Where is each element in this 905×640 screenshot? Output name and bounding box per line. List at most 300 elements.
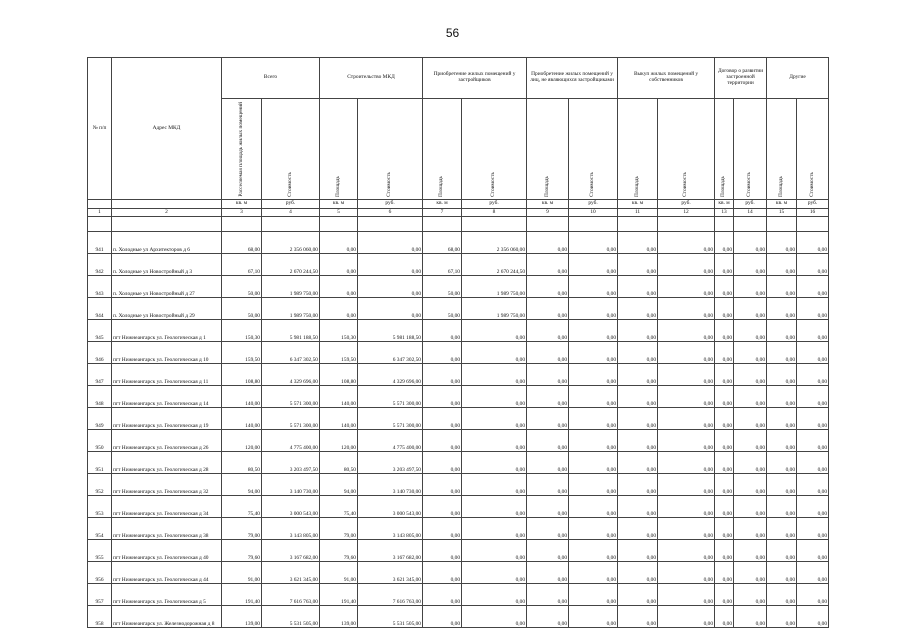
row-value: 0,00 xyxy=(618,298,658,320)
row-number: 949 xyxy=(88,408,112,430)
subheader-area: Площадь xyxy=(767,99,797,200)
row-value: 7 616 763,00 xyxy=(262,584,320,606)
row-value: 1 989 750,00 xyxy=(262,298,320,320)
row-value: 0,00 xyxy=(734,320,767,342)
row-value: 0,00 xyxy=(767,562,797,584)
row-value: 0,00 xyxy=(797,452,829,474)
row-value: 0,00 xyxy=(462,606,527,628)
row-value: 0,00 xyxy=(734,364,767,386)
row-value: 7 616 763,00 xyxy=(358,584,423,606)
row-value: 0,00 xyxy=(715,298,734,320)
row-value: 0,00 xyxy=(423,474,462,496)
spacer-cell xyxy=(618,217,658,232)
row-value: 0,00 xyxy=(797,518,829,540)
table-row xyxy=(88,518,829,540)
row-number: 954 xyxy=(88,518,112,540)
row-value: 3 000 543,00 xyxy=(358,496,423,518)
row-value: 0,00 xyxy=(569,540,618,562)
row-value: 3 203 497,50 xyxy=(262,452,320,474)
row-address: пгт Нижнеангарск ул. Геологическая д 32 xyxy=(112,474,222,496)
resettlement-table xyxy=(87,57,829,628)
subheader-cost: Стоимость xyxy=(658,99,715,200)
row-value: 0,00 xyxy=(658,584,715,606)
row-value: 0,00 xyxy=(715,342,734,364)
row-value: 0,00 xyxy=(618,540,658,562)
row-value: 0,00 xyxy=(658,254,715,276)
row-value: 0,00 xyxy=(423,320,462,342)
row-number: 947 xyxy=(88,364,112,386)
row-value: 0,00 xyxy=(715,518,734,540)
row-value: 0,00 xyxy=(767,584,797,606)
row-value: 0,00 xyxy=(569,232,618,254)
row-value: 0,00 xyxy=(715,496,734,518)
header-acq-developers: Приобретение жилых помещений у застройщиков xyxy=(423,58,527,99)
row-value: 0,00 xyxy=(462,364,527,386)
row-value: 0,00 xyxy=(715,540,734,562)
column-number: 11 xyxy=(618,209,658,217)
units-cell xyxy=(112,200,222,209)
table-row xyxy=(88,584,829,606)
row-value: 0,00 xyxy=(527,276,569,298)
row-value: 6 347 302,50 xyxy=(262,342,320,364)
row-value: 94,00 xyxy=(320,474,358,496)
row-value: 0,00 xyxy=(618,276,658,298)
row-address: пгт Нижнеангарск ул. Геологическая д 38 xyxy=(112,518,222,540)
subheader-resettled-area: Расселяемая площадь жилых помещений xyxy=(222,99,262,200)
row-value: 0,00 xyxy=(618,584,658,606)
row-value: 0,00 xyxy=(618,254,658,276)
row-address: пгт Нижнеангарск ул. Железнодорожная д 8 xyxy=(112,606,222,628)
row-value: 0,00 xyxy=(462,496,527,518)
row-value: 5 981 188,50 xyxy=(262,320,320,342)
row-number: 958 xyxy=(88,606,112,628)
units-cell: руб. xyxy=(462,200,527,209)
row-value: 0,00 xyxy=(658,606,715,628)
row-value: 0,00 xyxy=(734,408,767,430)
row-value: 0,00 xyxy=(658,386,715,408)
row-value: 0,00 xyxy=(569,496,618,518)
row-value: 3 143 805,00 xyxy=(262,518,320,540)
row-value: 0,00 xyxy=(423,562,462,584)
column-number: 15 xyxy=(767,209,797,217)
spacer-cell xyxy=(320,217,358,232)
row-value: 5 571 300,00 xyxy=(358,386,423,408)
row-value: 0,00 xyxy=(767,430,797,452)
table-row xyxy=(88,232,829,254)
units-cell: кв. м xyxy=(715,200,734,209)
column-number: 1 xyxy=(88,209,112,217)
units-cell: руб. xyxy=(658,200,715,209)
row-value: 2 356 060,00 xyxy=(462,232,527,254)
row-value: 0,00 xyxy=(767,540,797,562)
row-value: 0,00 xyxy=(423,342,462,364)
row-value: 0,00 xyxy=(462,320,527,342)
row-value: 0,00 xyxy=(618,474,658,496)
row-value: 0,00 xyxy=(767,606,797,628)
row-number: 942 xyxy=(88,254,112,276)
row-value: 91,00 xyxy=(222,562,262,584)
row-value: 0,00 xyxy=(658,518,715,540)
spacer-cell xyxy=(797,217,829,232)
row-value: 0,00 xyxy=(767,276,797,298)
row-value: 0,00 xyxy=(462,540,527,562)
units-cell: кв. м xyxy=(527,200,569,209)
row-value: 0,00 xyxy=(527,298,569,320)
row-value: 159,50 xyxy=(222,342,262,364)
row-value: 0,00 xyxy=(797,496,829,518)
row-value: 0,00 xyxy=(320,232,358,254)
row-value: 0,00 xyxy=(569,584,618,606)
row-value: 0,00 xyxy=(797,342,829,364)
row-value: 0,00 xyxy=(527,320,569,342)
row-value: 1 989 750,00 xyxy=(462,276,527,298)
row-value: 0,00 xyxy=(767,408,797,430)
row-value: 0,00 xyxy=(569,452,618,474)
row-value: 0,00 xyxy=(715,276,734,298)
row-value: 0,00 xyxy=(569,606,618,628)
spacer-cell xyxy=(423,217,462,232)
row-value: 0,00 xyxy=(734,276,767,298)
row-value: 0,00 xyxy=(797,298,829,320)
row-number: 943 xyxy=(88,276,112,298)
row-value: 0,00 xyxy=(569,298,618,320)
row-value: 0,00 xyxy=(797,408,829,430)
row-value: 0,00 xyxy=(734,254,767,276)
row-value: 0,00 xyxy=(618,232,658,254)
row-address: пгт Нижнеангарск ул. Геологическая д 1 xyxy=(112,320,222,342)
row-value: 75,40 xyxy=(222,496,262,518)
row-value: 0,00 xyxy=(618,562,658,584)
row-value: 0,00 xyxy=(734,518,767,540)
column-number: 16 xyxy=(797,209,829,217)
row-number: 945 xyxy=(88,320,112,342)
spacer-cell xyxy=(112,217,222,232)
row-value: 0,00 xyxy=(658,298,715,320)
row-value: 3 203 497,50 xyxy=(358,452,423,474)
row-value: 0,00 xyxy=(658,408,715,430)
row-value: 0,00 xyxy=(715,562,734,584)
row-value: 0,00 xyxy=(734,430,767,452)
row-value: 0,00 xyxy=(569,430,618,452)
row-value: 0,00 xyxy=(462,430,527,452)
row-value: 0,00 xyxy=(797,540,829,562)
row-value: 4 775 400,00 xyxy=(358,430,423,452)
row-address: п. Холодные ул Новостройный д 3 xyxy=(112,254,222,276)
row-value: 0,00 xyxy=(618,386,658,408)
spacer-cell xyxy=(527,217,569,232)
row-number: 952 xyxy=(88,474,112,496)
row-value: 4 775 400,00 xyxy=(262,430,320,452)
row-value: 5 531 505,00 xyxy=(358,606,423,628)
row-value: 0,00 xyxy=(715,584,734,606)
row-value: 0,00 xyxy=(462,408,527,430)
spacer-cell xyxy=(767,217,797,232)
row-value: 0,00 xyxy=(527,584,569,606)
row-value: 91,00 xyxy=(320,562,358,584)
table-row xyxy=(88,364,829,386)
row-value: 6 347 302,50 xyxy=(358,342,423,364)
row-value: 79,60 xyxy=(222,540,262,562)
spacer-cell xyxy=(88,217,112,232)
row-value: 0,00 xyxy=(423,386,462,408)
row-value: 0,00 xyxy=(618,606,658,628)
subheader-area: Площадь xyxy=(527,99,569,200)
row-value: 0,00 xyxy=(797,320,829,342)
row-value: 68,00 xyxy=(222,232,262,254)
row-address: п. Холодные ул Новостройный д 29 xyxy=(112,298,222,320)
row-value: 0,00 xyxy=(797,254,829,276)
row-value: 2 670 244,50 xyxy=(262,254,320,276)
row-value: 0,00 xyxy=(423,606,462,628)
row-number: 944 xyxy=(88,298,112,320)
column-number: 6 xyxy=(358,209,423,217)
row-value: 0,00 xyxy=(618,342,658,364)
row-value: 2 356 060,00 xyxy=(262,232,320,254)
row-value: 0,00 xyxy=(715,320,734,342)
row-value: 0,00 xyxy=(658,342,715,364)
row-value: 4 329 696,00 xyxy=(358,364,423,386)
row-value: 0,00 xyxy=(569,254,618,276)
row-value: 50,00 xyxy=(222,276,262,298)
row-number: 950 xyxy=(88,430,112,452)
spacer-cell xyxy=(734,217,767,232)
row-value: 0,00 xyxy=(423,452,462,474)
row-value: 191,40 xyxy=(222,584,262,606)
units-cell: руб. xyxy=(569,200,618,209)
row-value: 0,00 xyxy=(462,386,527,408)
units-cell: кв. м xyxy=(423,200,462,209)
spacer-cell xyxy=(358,217,423,232)
row-value: 0,00 xyxy=(527,518,569,540)
row-value: 0,00 xyxy=(797,276,829,298)
row-value: 0,00 xyxy=(715,364,734,386)
table-row xyxy=(88,496,829,518)
row-value: 0,00 xyxy=(734,298,767,320)
row-value: 120,00 xyxy=(222,430,262,452)
row-value: 0,00 xyxy=(462,452,527,474)
row-number: 957 xyxy=(88,584,112,606)
row-value: 140,00 xyxy=(222,386,262,408)
column-number: 10 xyxy=(569,209,618,217)
row-value: 0,00 xyxy=(358,254,423,276)
units-cell: руб. xyxy=(734,200,767,209)
row-value: 0,00 xyxy=(527,386,569,408)
row-value: 79,60 xyxy=(320,540,358,562)
table-row xyxy=(88,562,829,584)
row-value: 0,00 xyxy=(423,518,462,540)
row-number: 953 xyxy=(88,496,112,518)
units-cell: руб. xyxy=(358,200,423,209)
row-value: 0,00 xyxy=(569,518,618,540)
row-number: 956 xyxy=(88,562,112,584)
row-value: 0,00 xyxy=(797,364,829,386)
row-value: 0,00 xyxy=(767,342,797,364)
row-value: 0,00 xyxy=(767,386,797,408)
row-value: 80,50 xyxy=(222,452,262,474)
row-value: 150,30 xyxy=(320,320,358,342)
row-value: 0,00 xyxy=(569,342,618,364)
row-value: 0,00 xyxy=(658,540,715,562)
row-value: 5 571 300,00 xyxy=(262,408,320,430)
row-value: 0,00 xyxy=(618,408,658,430)
row-value: 0,00 xyxy=(734,232,767,254)
row-value: 0,00 xyxy=(423,496,462,518)
row-value: 0,00 xyxy=(527,474,569,496)
row-value: 0,00 xyxy=(527,232,569,254)
row-value: 79,00 xyxy=(320,518,358,540)
row-value: 0,00 xyxy=(797,232,829,254)
column-number: 13 xyxy=(715,209,734,217)
row-value: 0,00 xyxy=(527,452,569,474)
column-number: 14 xyxy=(734,209,767,217)
row-value: 0,00 xyxy=(715,254,734,276)
row-value: 0,00 xyxy=(569,364,618,386)
table-row xyxy=(88,254,829,276)
spacer-row xyxy=(88,217,829,232)
row-value: 0,00 xyxy=(423,430,462,452)
row-value: 0,00 xyxy=(320,254,358,276)
row-value: 0,00 xyxy=(734,386,767,408)
spacer-cell xyxy=(222,217,262,232)
row-number: 941 xyxy=(88,232,112,254)
header-total: Всего xyxy=(222,58,320,99)
row-value: 0,00 xyxy=(569,276,618,298)
row-value: 0,00 xyxy=(462,518,527,540)
row-value: 80,50 xyxy=(320,452,358,474)
row-value: 0,00 xyxy=(618,452,658,474)
row-value: 108,80 xyxy=(222,364,262,386)
row-value: 0,00 xyxy=(715,408,734,430)
row-value: 0,00 xyxy=(462,474,527,496)
row-value: 0,00 xyxy=(658,430,715,452)
header-number: № п/п xyxy=(88,58,112,200)
table-row xyxy=(88,342,829,364)
subheader-cost: Стоимость xyxy=(734,99,767,200)
row-value: 67,10 xyxy=(222,254,262,276)
row-value: 0,00 xyxy=(423,408,462,430)
row-value: 0,00 xyxy=(734,584,767,606)
row-value: 159,50 xyxy=(320,342,358,364)
table-row xyxy=(88,430,829,452)
subheader-cost: Стоимость xyxy=(797,99,829,200)
row-value: 0,00 xyxy=(658,496,715,518)
row-value: 5 571 300,00 xyxy=(358,408,423,430)
row-value: 0,00 xyxy=(527,606,569,628)
subheader-cost: Стоимость xyxy=(262,99,320,200)
row-value: 0,00 xyxy=(658,232,715,254)
row-address: пгт Нижнеангарск ул. Геологическая д 5 xyxy=(112,584,222,606)
row-value: 3 143 805,00 xyxy=(358,518,423,540)
column-number: 5 xyxy=(320,209,358,217)
row-value: 0,00 xyxy=(767,452,797,474)
table-row xyxy=(88,540,829,562)
row-value: 0,00 xyxy=(797,562,829,584)
row-value: 0,00 xyxy=(797,386,829,408)
header-buyout: Выкуп жилых помещений у собственников xyxy=(618,58,715,99)
row-value: 0,00 xyxy=(734,452,767,474)
row-value: 0,00 xyxy=(797,430,829,452)
row-value: 0,00 xyxy=(462,562,527,584)
table-row xyxy=(88,474,829,496)
row-value: 50,00 xyxy=(423,276,462,298)
row-value: 0,00 xyxy=(767,496,797,518)
units-cell: кв. м xyxy=(767,200,797,209)
units-cell: руб. xyxy=(262,200,320,209)
row-number: 948 xyxy=(88,386,112,408)
row-value: 50,00 xyxy=(222,298,262,320)
row-value: 0,00 xyxy=(527,540,569,562)
row-address: п. Холодные ул Новостройный д 27 xyxy=(112,276,222,298)
row-value: 0,00 xyxy=(715,606,734,628)
row-value: 0,00 xyxy=(658,276,715,298)
subheader-area: Площадь xyxy=(320,99,358,200)
subheader-cost: Стоимость xyxy=(358,99,423,200)
row-value: 140,00 xyxy=(320,408,358,430)
row-value: 3 140 730,00 xyxy=(262,474,320,496)
table-row xyxy=(88,386,829,408)
row-value: 0,00 xyxy=(569,474,618,496)
subheader-cost: Стоимость xyxy=(462,99,527,200)
header-acq-non-developers: Приобретение жилых помещений у лиц, не являющихся застройщиками xyxy=(527,58,618,99)
row-value: 3 140 730,00 xyxy=(358,474,423,496)
row-value: 0,00 xyxy=(734,540,767,562)
header-territory: Договор о развитии застроенной территории xyxy=(715,58,767,99)
row-value: 0,00 xyxy=(715,452,734,474)
row-value: 0,00 xyxy=(618,364,658,386)
row-address: пгт Нижнеангарск ул. Геологическая д 44 xyxy=(112,562,222,584)
row-value: 67,10 xyxy=(423,254,462,276)
row-number: 946 xyxy=(88,342,112,364)
units-cell: руб. xyxy=(797,200,829,209)
row-value: 4 329 696,00 xyxy=(262,364,320,386)
row-value: 0,00 xyxy=(423,584,462,606)
row-value: 0,00 xyxy=(462,342,527,364)
spacer-cell xyxy=(462,217,527,232)
subheader-area: Площадь xyxy=(618,99,658,200)
header-construction: Строительство МКД xyxy=(320,58,423,99)
row-address: пгт Нижнеангарск ул. Геологическая д 14 xyxy=(112,386,222,408)
row-value: 0,00 xyxy=(358,276,423,298)
row-number: 951 xyxy=(88,452,112,474)
row-value: 0,00 xyxy=(423,540,462,562)
row-value: 2 670 244,50 xyxy=(462,254,527,276)
row-value: 0,00 xyxy=(658,452,715,474)
table-row xyxy=(88,408,829,430)
row-value: 0,00 xyxy=(797,606,829,628)
row-value: 5 981 188,50 xyxy=(358,320,423,342)
row-value: 0,00 xyxy=(658,364,715,386)
row-value: 0,00 xyxy=(715,430,734,452)
row-value: 0,00 xyxy=(358,298,423,320)
row-value: 0,00 xyxy=(715,474,734,496)
row-address: п. Холодные ул Архитекторов д 6 xyxy=(112,232,222,254)
table-row xyxy=(88,606,829,628)
row-value: 0,00 xyxy=(797,584,829,606)
row-value: 0,00 xyxy=(767,364,797,386)
row-address: пгт Нижнеангарск ул. Геологическая д 11 xyxy=(112,364,222,386)
column-number: 9 xyxy=(527,209,569,217)
row-value: 68,00 xyxy=(423,232,462,254)
row-value: 0,00 xyxy=(462,584,527,606)
row-value: 0,00 xyxy=(527,562,569,584)
units-cell xyxy=(88,200,112,209)
row-value: 1 989 750,00 xyxy=(462,298,527,320)
row-value: 0,00 xyxy=(320,298,358,320)
row-value: 0,00 xyxy=(527,496,569,518)
row-address: пгт Нижнеангарск ул. Геологическая д 28 xyxy=(112,452,222,474)
row-value: 0,00 xyxy=(358,232,423,254)
subheader-cost: Стоимость xyxy=(569,99,618,200)
